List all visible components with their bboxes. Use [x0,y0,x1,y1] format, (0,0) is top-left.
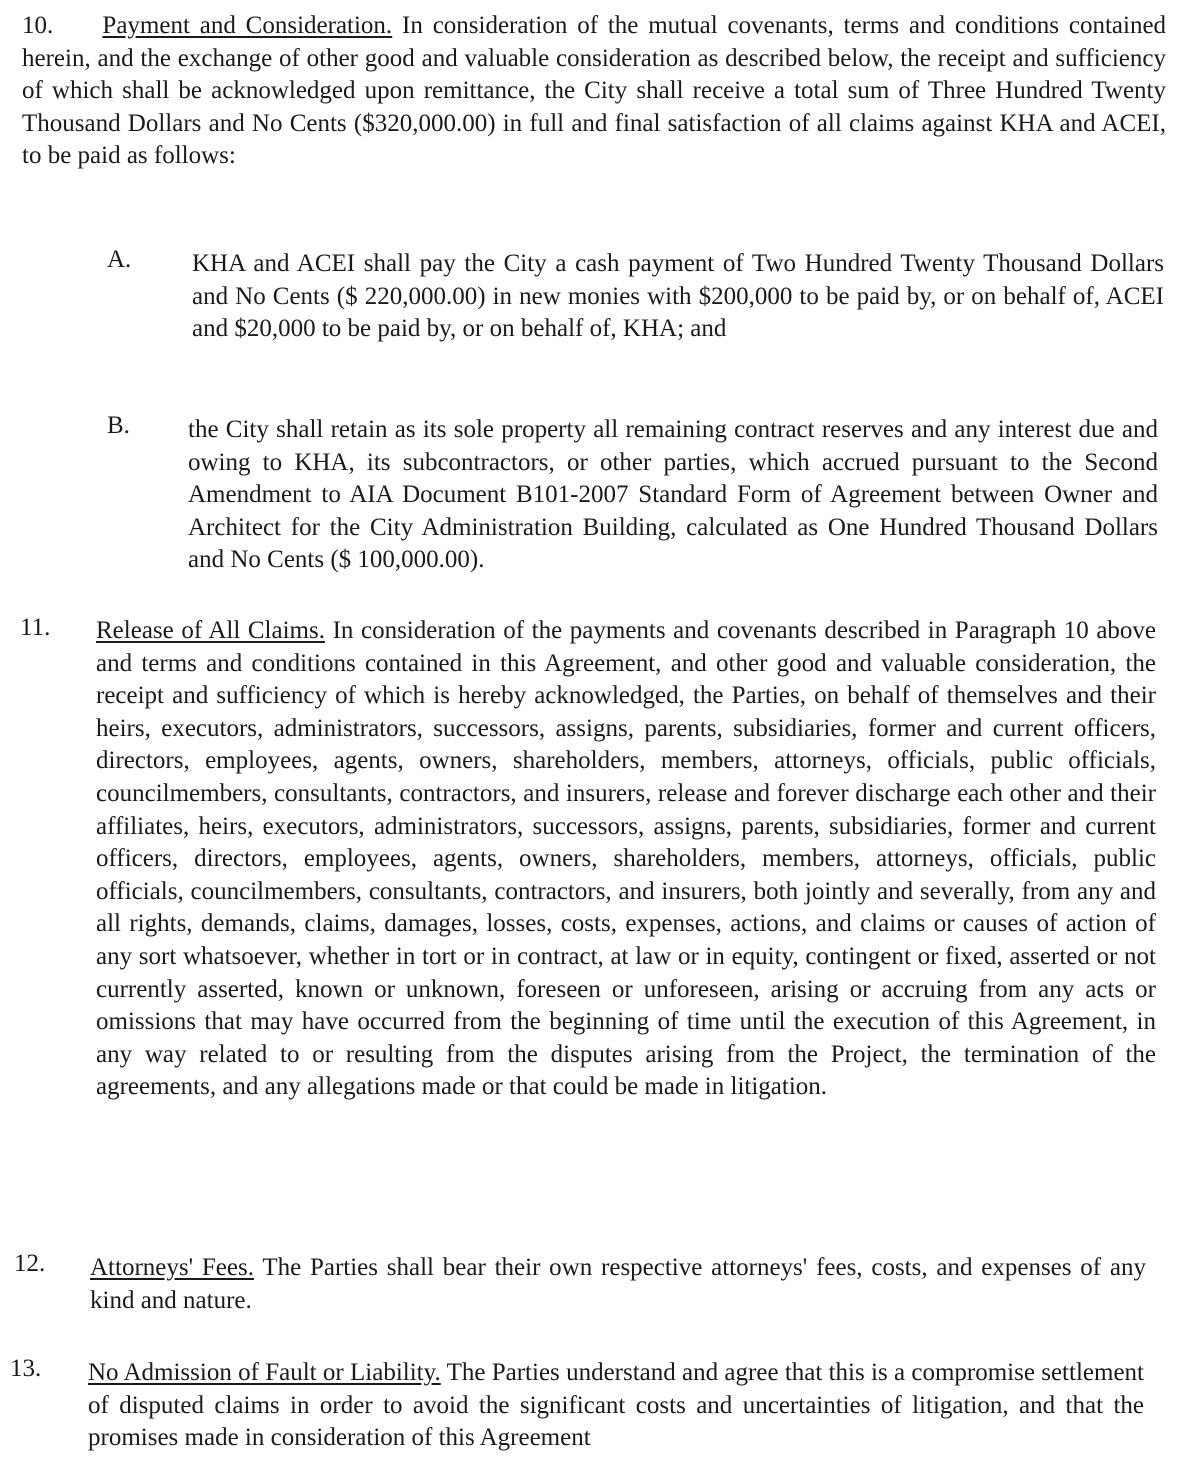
section-body-text: conditions contained herein, and the exchange of other good and valuable consideration as described below, the receipt and sufficiency of which shall be acknowledged upon remittance, the City shall receive a total sum of Three Hundred Twenty Thousand Dollars and No Cents ($320,000.00) in full and final satisfaction of all claims against KHA and ACEI, to be paid as follows: [22,12,1167,170]
section-10-paragraph [22,10,1166,173]
section-13-paragraph [88,1357,1144,1455]
section-body-text: The Parties understand and agree that this is a compromise settlement of disputed claims in order to avoid the significant costs and uncertainties of litigation, and that the promises made in consideration of this Agreement [88,1359,1144,1452]
section-body-text: The Parties shall bear their own respective attorneys' fees, costs, and expenses of any kind and nature. [90,1254,1146,1314]
section-heading: Payment and Consideration. [102,12,393,39]
section-11-number: 11. [20,614,51,641]
section-heading: No Admission of Fault or Liability. [88,1359,441,1386]
section-body-text: In consideration of the payments and covenants described in Paragraph 10 above and terms and conditions contained in this Agreement, and other good and valuable consideration, the receipt and sufficiency of which is hereby acknowledged, the Parties, on behalf of themselves and their heirs, executors, administrators, successors, assigns, parents, subsidiaries, former and current officers, directors, employees, agents, owners, shareholders, members, attorneys, officials, public officials, councilmembers, consultants, contractors, and insurers, release and forever discharge each other and their affiliates, heirs, executors, administrators, successors, assigns, parents, subsidiaries, former and current officers, directors, employees, agents, owners, shareholders, members, attorneys, officials, public officials, councilmembers, consultants, contractors, and insurers, both jointly and severally, from any and all rights, demands, claims, damages, losses, costs, expenses, actions, and claims or causes of action of any sort whatsoever, whether in tort or in contract, at law or in equity, contingent or fixed, asserted or not currently asserted, known or unknown, foreseen or unforeseen, arising or accruing from any acts or omissions that may have occurred from the beginning of time until the execution of this Agreement, in any way related to or resulting from the disputes arising from the Project, the termination of the agreements, and any allegations made or that could be made in litigation. [96,617,1157,1101]
subitem-b-text: the City shall retain as its sole property all remaining contract reserves and any interest due and owing to KHA, its subcontractors, or other parties, which accrued pursuant to the Second Amendment to AIA Document B101-2007 Standard Form of Agreement between Owner and Architect for the City Administration Building, calculated as One Hundred Thousand Dollars and No Cents ($ 100,000.00). [188,416,1158,574]
subitem-a-label: A. [107,246,132,273]
section-10 [22,10,1166,173]
section-heading: Attorneys' Fees. [90,1254,254,1281]
section-heading: Release of All Claims. [96,617,325,644]
section-number: 10. [22,12,54,39]
section-lead-text: In consideration of the mutual covenants, terms and [402,12,946,39]
section-12-paragraph [90,1252,1146,1317]
subitem-a-text: KHA and ACEI shall pay the City a cash payment of Two Hundred Twenty Thousand Dollars and No Cents ($ 220,000.00) in new monies with $200,000 to be paid by, or on behalf of, ACEI and $20,000 to be paid by, or on behalf of, KHA; and [192,250,1164,343]
section-13 [88,1357,1144,1455]
section-13-number: 13. [10,1355,42,1382]
section-12-number: 12. [14,1250,46,1277]
section-11 [96,615,1156,1104]
section-11-paragraph [96,615,1156,1104]
section-12 [90,1252,1146,1317]
subitem-b-label: B. [107,412,130,439]
